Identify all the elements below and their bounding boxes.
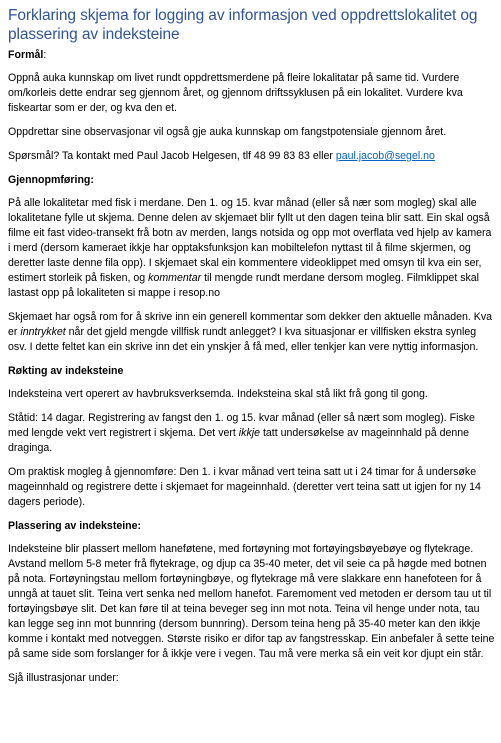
rokting-paragraph-2 (8, 411, 496, 456)
document-title: Forklaring skjema for logging av informasjon ved oppdrettslokalitet og plassering av indeksteine (8, 7, 478, 43)
gjennomforing-p1-emphasis: kommentar (148, 272, 202, 284)
gjennomforing-p1-text-b: til mengde rundt merdane dersom mogleg. Filmklippet skal lastast opp på lokaliteten si mappe i resop.no (8, 272, 480, 299)
gjennomforing-p2-text-a: Skjemaet har også rom for å skrive inn ein generell kommentar som dekker den aktuelle månaden. Kva er (8, 311, 493, 338)
contact-paragraph (8, 149, 496, 164)
gjennomforing-p1-text-a: På alle lokalitetar med fisk i merdane. Den 1. og 15. kvar månad (eller så nær som mogleg) skal alle lokalitetane fylle ut skjema. Denne delen av skjemaet blir fyllt ut den dagen teina blir satt. Ein skal også filme eit fast video-transekt frå botn av merden, langs notsida og opp mot overflata ved hjelp av kamera i merd (dersom kameraet ikkje har opptaksfunksjon kan mobiltelefon nyttast til å filme skjermen, og deretter laste denne fila opp). I skjemaet skal ein kommentere videoklippet med omsyn til kva ein ser, estimert storleik på fisken, og (8, 197, 492, 284)
heading-formal-text: Formål (8, 49, 44, 61)
rokting-paragraph-3: Om praktisk mogleg å gjennomføre: Den 1. i kvar månad vert teina satt ut i 24 timar for å undersøke mageinnhald og registrere dette i skjemaet for mageinnhald. (deretter vert teina satt ut igjen for ny 14 dagers periode). (8, 466, 481, 508)
rokting-p2-text-a: Ståtid: 14 dagar. Registrering av fangst den 1. og 15. kvar månad (eller så nært som mogleg). Fiske med lengde vekt vert registrert i skjema. Det vert (8, 412, 475, 439)
formal-paragraph-2: Oppdrettar sine observasjonar vil også gje auka kunnskap om fangstpotensiale gjennom året. (8, 126, 447, 138)
section-heading-rokting: Røkting av indeksteine (8, 365, 124, 377)
section-heading-plassering: Plassering av indeksteine: (8, 520, 142, 532)
rokting-paragraph-1: Indeksteina vert operert av havbruksverksemda. Indeksteina skal stå likt frå gong til gong. (8, 388, 428, 400)
contact-email-link[interactable]: paul.jacob@segel.no (335, 150, 435, 162)
section-heading-formal (8, 48, 496, 63)
rokting-p2-emphasis: ikkje (238, 427, 260, 439)
plassering-paragraph-1: Indeksteine blir plassert mellom haneføtene, med fortøyning mot fortøyingsbøyebøye og flytekrage. Avstand mellom 5-8 meter frå flytekrage, og djup ca 35-40 meter, det vil seie ca på høgde med botnen på nota. Fortøyningstau mellom fortøyningbøye, og flytekrage må vere slakkare enn hanefoteen for å unngå at tauet slit. Teina vert senka ned mellom hanefot. Faremoment ved metoden er dersom tau ut til fortøyingsbøye slit. Det kan føre til at teina beveger seg inn mot nota. Teina vil henge under nota, tau kan legge seg inn mot bunnring (dersom bunnring). Dersom teina heng på 35-40 meter kan den ikkje komme i kontakt med notveggen. Største risiko er difor tap av fangstresskap. Ein anbefaler å sette teine på same side som forslanger for å ikkje vere i vegen. Tau må vere merka så ein veit kor djupt ein står. (8, 543, 495, 660)
formal-paragraph-1: Oppnå auka kunnskap om livet rundt oppdrettsmerdene på fleire lokalitatar på same tid. Vurdere om/korleis dette endrar seg gjennom året, og gjennom driftssyklusen på ein lokalitet. Vurdere kva fiskeartar som er der, og kva den et. (8, 72, 463, 114)
gjennomforing-paragraph-2 (8, 310, 496, 355)
gjennomforing-p2-text-b: når det gjeld mengde villfisk rundt anlegget? I kva situasjonar er villfisken ekstra synleg osv. I dette feltet kan ein skrive inn det ein ynskjer å få med, eller tenkjer kan vere nyttig informasjon. (8, 326, 479, 353)
section-heading-gjennomforing: Gjennopmføring: (8, 174, 94, 186)
gjennomforing-paragraph-1 (8, 196, 496, 301)
heading-formal-colon: : (43, 49, 47, 61)
plassering-paragraph-2: Sjå illustrasjonar under: (8, 672, 119, 684)
gjennomforing-p2-emphasis: inntrykket (20, 326, 66, 338)
contact-text: Spørsmål? Ta kontakt med Paul Jacob Helgesen, tlf 48 99 83 83 eller (8, 150, 336, 162)
rokting-p2-text-b: tatt undersøkelse av mageinnhald på denne draginga. (8, 427, 470, 454)
document-page (8, 0, 496, 695)
